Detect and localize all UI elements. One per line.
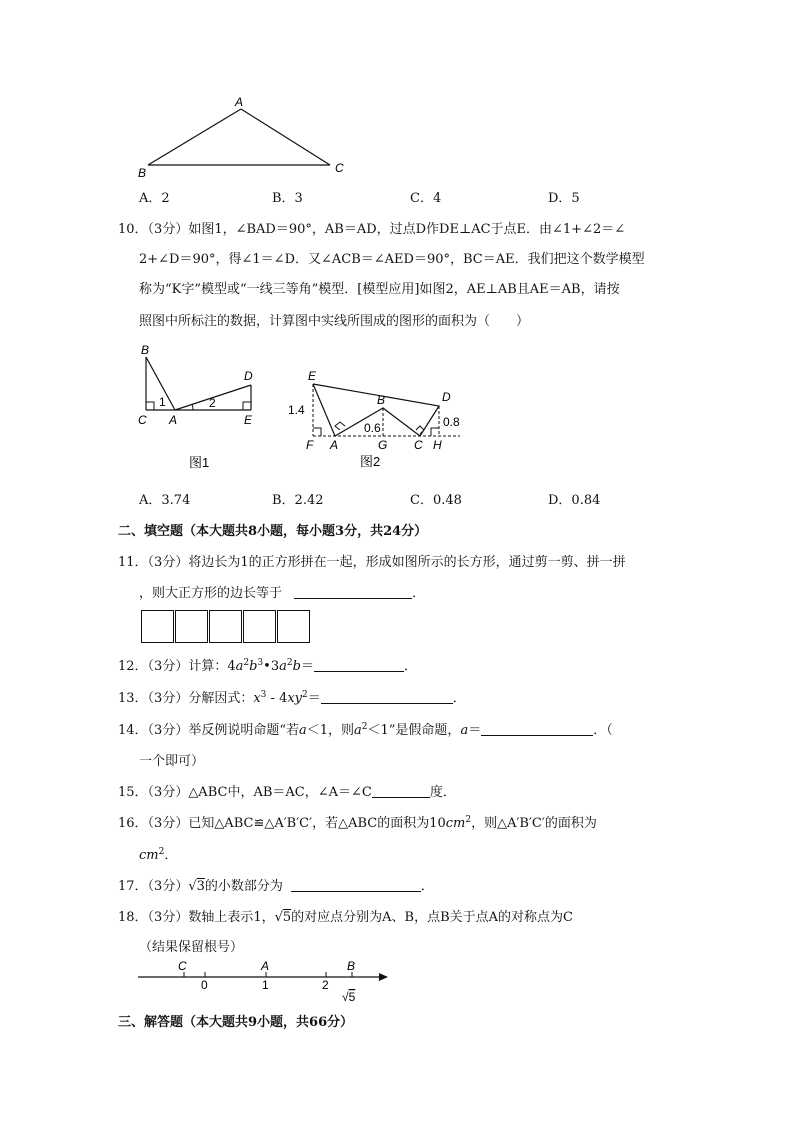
q9-option-d: D．5 <box>548 191 580 206</box>
q12-end: ． <box>403 659 417 674</box>
q15-end: 度． <box>429 785 456 800</box>
q13-answer-blank <box>321 691 453 704</box>
q11-square-5 <box>277 610 310 643</box>
q15-line <box>118 781 456 800</box>
q10-fig2-label-b: B <box>377 393 386 407</box>
q11-rectangle-figure <box>141 610 311 643</box>
q15-answer-blank <box>372 785 430 798</box>
q10-option-d: D．0.84 <box>548 493 601 508</box>
q11-answer-blank <box>294 586 412 599</box>
q10-fig1-label-c: C <box>138 413 147 427</box>
q17-end: ． <box>420 879 434 894</box>
q10-fig2-caption: 图2 <box>360 454 381 469</box>
q10-fig2-value-0-8: 0.8 <box>443 415 460 429</box>
q10-line-2: 2+∠D＝90°，得∠1＝∠D．又∠ACB＝∠AED＝90°，BC＝AE．我们把这个数学模型 <box>139 252 645 267</box>
q18-axis-tick-2: 2 <box>322 978 329 992</box>
q11-square-2 <box>175 610 208 643</box>
q17-text-1: 17．（3分） <box>118 879 189 894</box>
q18-axis-label-c: C <box>178 959 187 973</box>
q16-line-2: $cm^2$． <box>139 847 178 863</box>
q10-fig2-label-h: H <box>433 438 442 452</box>
q18-axis-tick-0: 0 <box>201 978 208 992</box>
q17-text-2: 的小数部分为 <box>204 879 283 894</box>
q10-fig1-label-b: B <box>141 343 150 357</box>
q17-answer-blank <box>291 879 421 892</box>
section-3-heading: 三、解答题（本大题共9小题，共66分） <box>118 1015 354 1030</box>
q14-text-1: 14．（3分）举反例说明命题“若 <box>118 723 299 738</box>
section-2-heading: 二、填空题（本大题共8小题，每小题3分，共24分） <box>118 524 428 539</box>
sqrt3-symbol: √3 <box>188 879 205 894</box>
q16-line-1: 16．（3分）已知△ABC≌△A′B′C′，若△ABC的面积为$10cm^2$，则△A′B′C′的面积为 <box>118 815 597 831</box>
q9-option-a: A．2 <box>139 191 170 206</box>
q17-line <box>118 875 434 894</box>
q10-fig2-label-g: G <box>378 438 388 452</box>
q12-text: 12．（3分）计算：4 <box>118 659 236 674</box>
q11-square-1 <box>141 610 174 643</box>
q10-fig1-angle-2: 2 <box>209 396 216 410</box>
q13-text: 13．（3分）分解因式： <box>118 691 254 706</box>
q10-fig1-angle-1: 1 <box>159 395 166 409</box>
q9-option-b: B．3 <box>272 191 303 206</box>
q10-option-c: C．0.48 <box>410 493 462 508</box>
q12-line: 12．（3分）计算：$4a^2b^3•3a^2b=$ ． <box>118 658 417 674</box>
q18-line-1 <box>118 906 573 925</box>
q12-answer-blank <box>314 659 404 672</box>
q10-figure-2 <box>280 364 470 472</box>
q10-fig2-value-1-4: 1.4 <box>288 403 305 417</box>
q11-end: ． <box>412 586 426 601</box>
q10-fig1-label-d: D <box>244 369 253 383</box>
q10-line-1: 10．（3分）如图1，∠BAD＝90°，AB＝AD，过点D作DE⊥AC于点E．由∠1+∠2＝∠ <box>118 222 626 237</box>
q14-end: ．（ <box>593 723 613 738</box>
q14-answer-blank <box>481 723 593 736</box>
q10-fig1-caption: 图1 <box>189 455 210 470</box>
q18-axis-tick-1: 1 <box>262 978 269 992</box>
q10-fig2-label-d: D <box>442 390 451 404</box>
q10-figure-1 <box>135 340 265 475</box>
q10-fig2-value-0-6: 0.6 <box>364 421 381 435</box>
q14-text-2: ＜1，则 <box>306 723 355 738</box>
q14-text-3: ＜1”是假命题， <box>367 723 461 738</box>
q15-text: 15．（3分）△ABC中，AB＝AC，∠A＝∠C <box>118 785 372 800</box>
q18-line-2: （结果保留根号） <box>139 940 244 955</box>
q10-line-4: 照图中所标注的数据，计算图中实线所围成的图形的面积为（ ） <box>139 314 530 329</box>
q10-option-b: B．2.42 <box>272 493 324 508</box>
q18-axis-label-a: A <box>261 959 270 973</box>
q18-text-1: 18．（3分）数轴上表示1， <box>118 910 275 925</box>
q16-text-1: 16．（3分）已知△ABC≌△A′B′C′，若△ABC的面积为10 <box>118 816 446 831</box>
q10-line-3: 称为“K字”模型或“一线三等角”模型．[模型应用]如图2，AE⊥AB且AE＝AB，请按 <box>139 282 620 297</box>
q9-label-c: C <box>335 161 344 175</box>
q10-fig2-label-a: A <box>330 438 339 452</box>
q9-option-c: C．4 <box>410 191 442 206</box>
q11-line-2 <box>139 582 425 601</box>
q9-label-a: A <box>235 95 244 109</box>
sqrt5-symbol: √5 <box>274 910 292 925</box>
q13-end: ． <box>452 691 466 706</box>
q16-text-2: ，则△A′B′C′的面积为 <box>471 816 597 831</box>
q18-axis-label-b: B <box>347 959 356 973</box>
q10-option-a: A．3.74 <box>139 493 191 508</box>
q11-square-4 <box>243 610 276 643</box>
q11-square-3 <box>209 610 242 643</box>
q11-line-1: 11．（3分）将边长为1的正方形拼在一起，形成如图所示的长方形，通过剪一剪、拼一拼 <box>118 555 626 570</box>
q10-fig2-label-f: F <box>306 438 314 452</box>
q10-fig1-label-a: A <box>169 413 178 427</box>
q18-axis-tick-sqrt5: √5 <box>342 990 356 1004</box>
q14-eq: ＝ <box>468 723 482 738</box>
q13-line: 13．（3分）分解因式：$x^3 - 4xy^2=$ ． <box>118 690 466 706</box>
q9-triangle-figure <box>130 92 360 180</box>
q14-line-2: 一个即可） <box>139 754 205 769</box>
q10-fig2-label-e: E <box>308 369 317 383</box>
q18-text-2: 的对应点分别为A、B，点B关于点A的对称点为C <box>291 910 574 925</box>
q10-fig1-label-e: E <box>244 413 253 427</box>
q9-label-b: B <box>138 166 147 180</box>
q18-number-line <box>130 955 400 1005</box>
q16-end: ． <box>164 848 178 863</box>
q10-fig2-label-c: C <box>414 438 423 452</box>
q14-line-1: 14．（3分）举反例说明命题“若a＜1，则$a^2<1$”是假命题，a＝ ．（ <box>118 722 613 738</box>
q11-line-2-text: ，则大正方形的边长等于 <box>139 586 283 601</box>
